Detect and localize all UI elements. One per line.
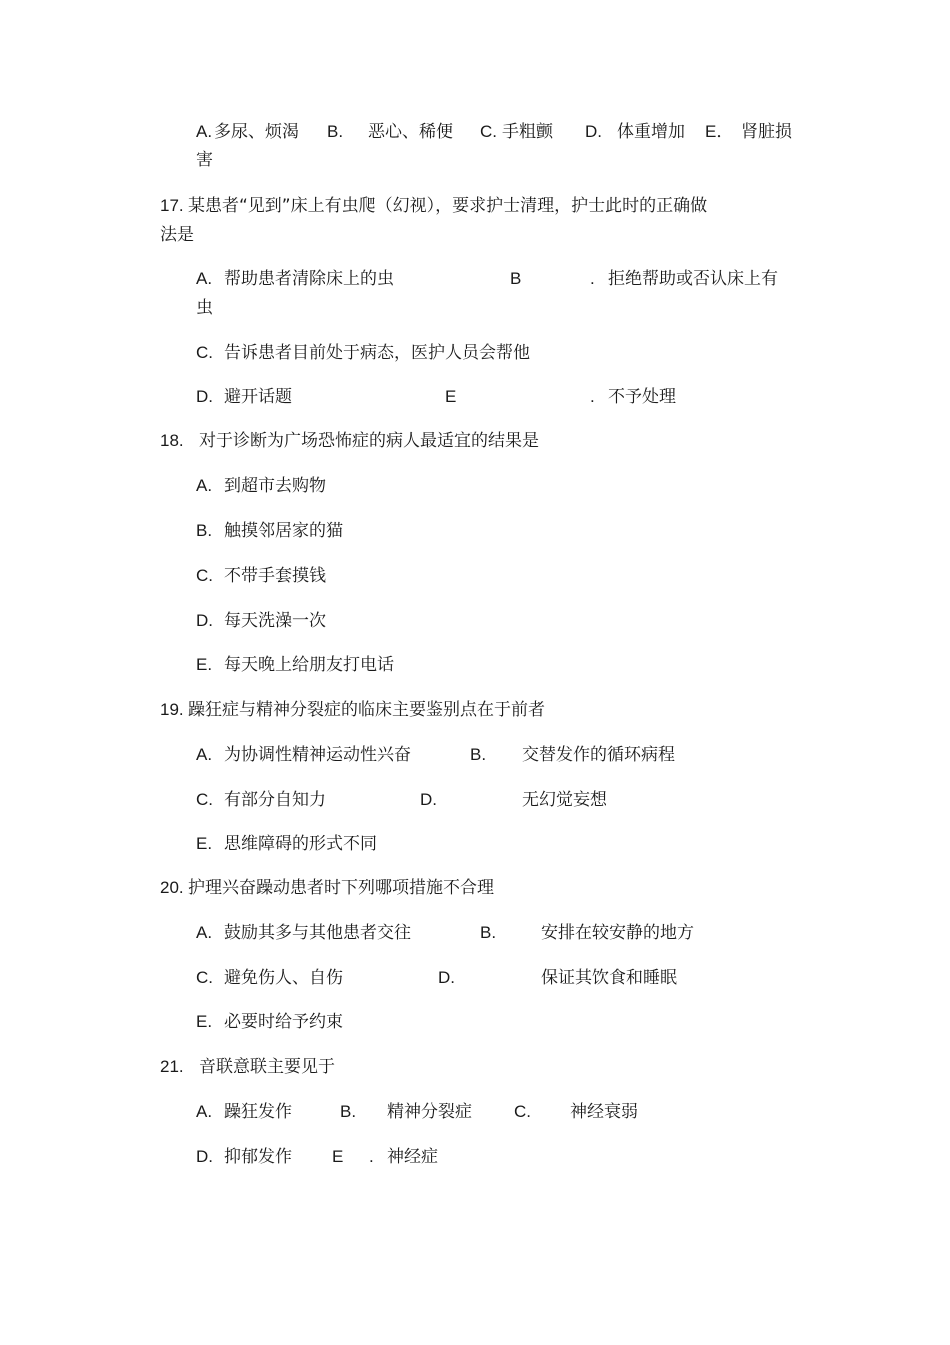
option-dot-e: . <box>369 1147 374 1166</box>
option-text-b: 精神分裂症 <box>387 1102 472 1122</box>
option-text-b: 拒绝帮助或否认床上有 <box>608 269 778 289</box>
option-label-c: C. <box>196 343 213 362</box>
option-label-a: A. <box>196 745 213 764</box>
option-text-b-wrap: 虫 <box>196 298 213 318</box>
option-label-a: A. <box>196 923 213 942</box>
option-text-d: 每天洗澡一次 <box>224 611 326 631</box>
option-text-c: 神经衰弱 <box>570 1102 638 1122</box>
option-text-c: 避免伤人、自伤 <box>224 968 343 988</box>
question-number: 21. <box>160 1057 184 1076</box>
question-number: 18. <box>160 431 184 450</box>
option-text-c: 不带手套摸钱 <box>224 566 326 586</box>
option-text-e: 不予处理 <box>608 387 676 407</box>
option-label-b: B. <box>470 745 487 764</box>
question-stem: 护理兴奋躁动患者时下列哪项措施不合理 <box>188 878 494 898</box>
option-text-b: 交替发作的循环病程 <box>522 745 675 765</box>
option-label-e: E. <box>196 655 213 674</box>
option-label-d: D. <box>196 1147 213 1166</box>
option-text-d: 抑郁发作 <box>224 1147 292 1167</box>
option-text-e: 肾脏损 <box>741 122 792 142</box>
question-stem-wrap: 法是 <box>160 225 194 245</box>
option-label-a: A. <box>196 1102 213 1121</box>
option-label-c: C. <box>196 968 213 987</box>
option-text-b: 触摸邻居家的猫 <box>224 521 343 541</box>
option-label-d: D. <box>196 611 213 630</box>
question-stem: 对于诊断为广场恐怖症的病人最适宜的结果是 <box>199 431 539 451</box>
question-stem: 某患者“见到”床上有虫爬（幻视），要求护士清理，护士此时的正确做 <box>188 196 708 216</box>
option-text-a: 多尿、烦渴 <box>214 122 299 142</box>
option-label-c: C. <box>514 1102 531 1121</box>
option-text-e-wrap: 害 <box>196 150 213 170</box>
option-text-e: 每天晚上给朋友打电话 <box>224 655 394 675</box>
question-stem: 躁狂症与精神分裂症的临床主要鉴别点在于前者 <box>188 700 545 720</box>
option-label-d: D. <box>585 122 602 141</box>
option-label-d: D. <box>420 790 437 809</box>
option-dot-b: . <box>590 269 595 288</box>
option-label-b: B. <box>196 521 213 540</box>
option-label-c: C. <box>480 122 497 141</box>
option-text-a: 帮助患者清除床上的虫 <box>224 269 394 289</box>
option-label-c: C. <box>196 790 213 809</box>
option-label-e: E． <box>705 122 734 141</box>
option-text-a: 为协调性精神运动性兴奋 <box>224 745 411 765</box>
option-text-e: 必要时给予约束 <box>224 1012 343 1032</box>
option-text-d: 保证其饮食和睡眠 <box>541 968 677 988</box>
option-text-a: 躁狂发作 <box>224 1102 292 1122</box>
question-number: 19. <box>160 700 184 719</box>
option-text-c: 告诉患者目前处于病态，医护人员会帮他 <box>224 343 530 363</box>
option-text-a: 到超市去购物 <box>224 476 326 496</box>
option-label-b: B. <box>340 1102 357 1121</box>
option-dot-e: . <box>590 387 595 406</box>
option-text-d: 无幻觉妄想 <box>522 790 607 810</box>
option-label-e: E <box>445 387 457 406</box>
option-text-b: 安排在较安静的地方 <box>541 923 694 943</box>
option-label-a: A. <box>196 476 213 495</box>
option-text-d: 避开话题 <box>224 387 292 407</box>
option-label-e: E. <box>196 834 213 853</box>
option-label-e: E <box>332 1147 344 1166</box>
option-label-c: C. <box>196 566 213 585</box>
option-label-b: B. <box>480 923 497 942</box>
option-text-c: 有部分自知力 <box>224 790 326 810</box>
option-label-b: B <box>510 269 522 288</box>
option-label-a: A. <box>196 269 213 288</box>
option-label-d: D. <box>438 968 455 987</box>
option-text-e: 思维障碍的形式不同 <box>224 834 377 854</box>
question-stem: 音联意联主要见于 <box>199 1057 335 1077</box>
option-label-b: B. <box>327 122 344 141</box>
question-number: 20. <box>160 878 184 897</box>
question-number: 17. <box>160 196 184 215</box>
option-text-a: 鼓励其多与其他患者交往 <box>224 923 411 943</box>
option-label-d: D. <box>196 387 213 406</box>
option-text-e: 神经症 <box>387 1147 438 1167</box>
option-label-e: E. <box>196 1012 213 1031</box>
option-text-c: 手粗颤 <box>502 122 553 142</box>
option-label-a: A. <box>196 122 213 141</box>
option-text-d: 体重增加 <box>617 122 685 142</box>
option-text-b: 恶心、稀便 <box>368 122 453 142</box>
